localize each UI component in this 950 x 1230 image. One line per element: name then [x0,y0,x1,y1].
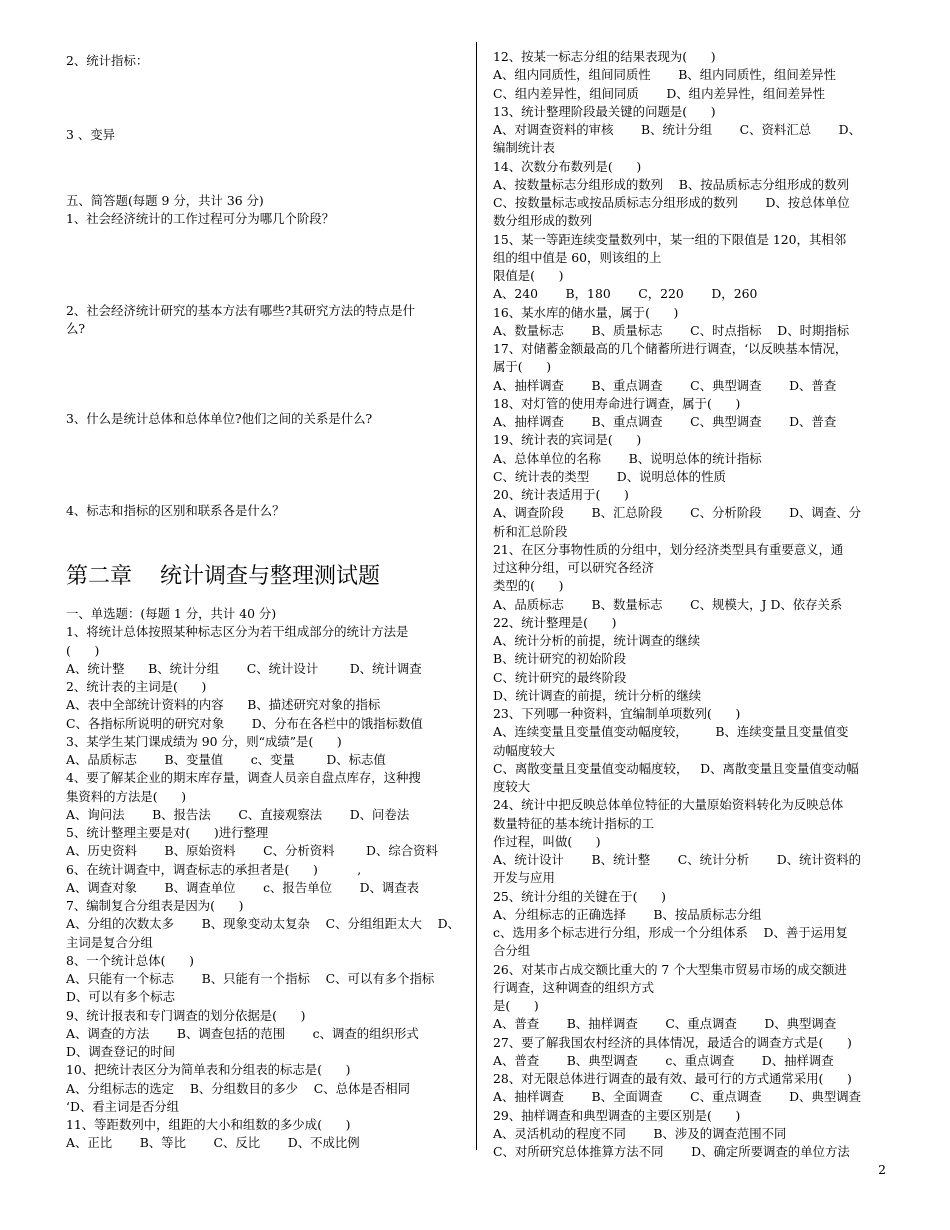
question-line: A、调查对象 B、调查单位 c、报告单位 D、调查表 [66,879,420,895]
question-line: 14、次数分布数列是( ) [493,158,642,174]
question-line: 行调查，这种调查的组织方式 [493,979,655,995]
question-line: 过这种分组，可以研究各经济 [493,560,655,575]
text-line: 2、社会经济统计研究的基本方法有哪些?其研究方法的特点是什 [66,303,416,318]
question-line: A、品质标志 B、数量标志 C、规模大，J D、依存关系 [493,596,843,612]
question-line: 数分组形成的数列 [493,213,593,229]
question-line: B、统计研究的初始阶段 [493,651,627,667]
question-line: A、总体单位的名称 B、说明总体的统计指标 [493,450,762,466]
question-line: 属于( ) [493,359,552,375]
question-line: 组的组中值是 60，则该组的上 [493,249,662,265]
question-line: 数量特征的基本统计指标的工 [493,815,655,831]
question-line: 18、对灯管的使用寿命进行调查，属于( ) [493,395,741,411]
question-line: A、统计分析的前提，统计调查的继续 [493,633,701,648]
question-line: C、对所研究总体推算方法不同 D、确定所要调查的单位方法 [493,1144,850,1159]
question-line: 集资料的方法是( ) [66,788,187,804]
question-line: 17、对储蓄金额最高的几个储蓄所进行调查，‘以反映基本情况， [493,341,848,356]
question-line: 6、在统计调查中，调查标志的承担者是( ) , [66,861,362,877]
chapter-title: 第二章 统计调查与整理测试题 [66,564,380,589]
question-line: A、数量标志 B、质量标志 C、时点指标 D、时期指标 [493,322,850,338]
question-line: A、抽样调查 B、重点调查 C、典型调查 D、普查 [493,377,837,393]
question-line: 合分组 [493,943,531,959]
question-line: 11、等距数列中，组距的大小和组数的多少成( ) [66,1117,351,1132]
column-divider [476,42,477,1150]
question-line: 析和汇总阶段 [493,523,568,539]
question-line: 8、一个统计总体( ) [66,952,194,968]
question-line: A、调查阶段 B、汇总阶段 C、分析阶段 D、调查、分 [493,505,861,521]
question-line: C、组内差异性，组间同质 D、组内差异性，组间差异性 [493,85,825,101]
question-line: 10、把统计表区分为简单表和分组表的标志是( ) [66,1062,351,1078]
question-line: 27、要了解我国农村经济的具体情况，最适合的调查方式是( ) [493,1034,852,1050]
question-line: 21、在区分事物性质的分组中，划分经济类型具有重要意义，通 [493,541,844,557]
question-line: 22、统计整理是( ) [493,614,617,630]
question-line: 12、按某一标志分组的结果表现为( ) [493,49,716,64]
question-line: A、对调查资料的审核 B、统计分组 C、资料汇总 D、 [493,122,861,137]
question-line: ( ) [66,642,100,658]
question-line: 3、某学生某门课成绩为 90 分，则“成绩”是( ) [66,733,342,749]
question-line: A、表中全部统计资料的内容 B、描述研究对象的指标 [66,697,381,713]
question-line: 20、统计表适用于( ) [493,487,629,502]
question-line: 16、某水库的储水量，属于( ) [493,304,679,320]
question-line: 编制统计表 [493,140,555,156]
question-line: 5、统计整理主要是对( )进行整理 [66,825,269,840]
question-line: 是( ) [493,998,539,1013]
question-line: 类型的( ) [493,578,564,594]
question-line: D、可以有多个标志 [66,989,176,1005]
question-line: 动幅度较大 [493,742,555,758]
question-line: 4、要了解某企业的期末库存量，调查人员亲自盘点库存，这种搜 [66,770,421,786]
question-line: A、分组标志的正确选择 B、按品质标志分组 [493,906,762,922]
question-line: A、只能有一个标志 B、只能有一个指标 C、可以有多个指标 [66,971,435,986]
page-number: 2 [878,1162,886,1177]
question-line: ‘D、看主词是否分组 [66,1098,179,1114]
question-line: A、询问法 B、报告法 C、直接观察法 D、问卷法 [66,806,410,822]
question-line: A、分组的次数太多 B、现象变动太复杂 C、分组组距太大 D、 [66,916,460,932]
question-line: A、240 B，180 C，220 D，260 [493,286,758,302]
text-line: 3 、变异 [66,127,115,142]
question-line: 主词是复合分组 [66,934,153,950]
question-line: C、各指标所说明的研究对象 D、分布在各栏中的饿指标数值 [66,715,423,731]
question-line: 19、统计表的宾词是( ) [493,432,642,448]
question-line: 7、编制复合分组表是因为( ) [66,898,244,913]
question-line: 13、统计整理阶段最关键的问题是( ) [493,103,716,119]
question-line: C、离散变量且变量值变动幅度较， D、离散变量且变量值变动幅 [493,760,859,776]
question-line: A、调查的方法 B、调查包括的范围 c、调查的组织形式 [66,1025,419,1041]
text-line: 么? [66,321,86,336]
question-line: 23、下列哪一种资料，宜编制单项数列( ) [493,706,741,721]
text-line: 3、什么是统计总体和总体单位?他们之间的关系是什么? [66,411,373,426]
question-line: A、普查 B、典型调查 c、重点调查 D、抽样调查 [493,1052,834,1068]
question-line: 24、统计中把反映总体单位特征的大量原始资料转化为反映总体 [493,797,844,813]
question-line: A、统计整 B、统计分组 C、统计设计 D、统计调查 [66,660,422,676]
question-line: D、调查登记的时间 [66,1044,176,1059]
question-line: 15、某一等距连续变量数列中，某一组的下限值是 120，其相邻 [493,231,847,247]
question-line: C、统计表的类型 D、说明总体的性质 [493,468,726,484]
question-line: A、灵活机动的程度不同 B、涉及的调查范围不同 [493,1125,787,1141]
text-line: 五、简答题(每题 9 分，共计 36 分) [66,193,264,208]
text-line: 2、统计指标： [66,53,149,68]
question-line: c、选用多个标志进行分组，形成一个分组体系 D、善于运用复 [493,925,848,940]
question-line: A、抽样调查 B、重点调查 C、典型调查 D、普查 [493,414,837,429]
question-line: A、组内同质性，组间同质性 B、组内同质性，组间差异性 [493,67,836,83]
question-line: A、历史资料 B、原始资料 C、分析资料 D、综合资料 [66,843,438,859]
question-line: 9、统计报表和专门调查的划分依据是( ) [66,1007,306,1023]
text-line: 1、社会经济统计的工作过程可分为哪几个阶段？ [66,211,335,226]
question-line: A、统计设计 B、统计整 C、统计分析 D、统计资料的 [493,852,861,867]
question-line: A、连续变量且变量值变动幅度较， B、连续变量且变量值变 [493,724,849,740]
question-line: 作过程，叫做( ) [493,833,601,849]
question-line: A、普查 B、抽样调查 C、重点调查 D、典型调查 [493,1016,837,1032]
question-line: 26、对某市占成交额比重大的 7 个大型集市贸易市场的成交额进 [493,961,847,977]
question-line: 2、统计表的主词是( ) [66,679,207,694]
question-line: A、品质标志 B、变量值 c、变量 D、标志值 [66,752,386,767]
question-line: 1、将统计总体按照某种标志区分为若干组成部分的统计方法是 [66,624,409,640]
question-line: A、按数量标志分组形成的数列 B、按品质标志分组形成的数列 [493,176,849,192]
question-line: D、统计调查的前提，统计分析的继续 [493,687,702,703]
question-line: A、分组标志的选定 B、分组数目的多少 C、总体是否相同 [66,1080,411,1096]
question-line: 限值是( ) [493,268,564,283]
question-line: C、统计研究的最终阶段 [493,669,627,685]
question-line: 一、单选题：(每题 1 分，共计 40 分) [66,606,277,621]
question-line: 28、对无限总体进行调查的最有效、最可行的方式通常采用( ) [493,1071,852,1086]
question-line: A、正比 B、等比 C、反比 D、不成比例 [66,1135,360,1151]
question-line: C、按数量标志或按品质标志分组形成的数列 D、按总体单位 [493,195,850,210]
question-line: 25、统计分组的关键在于( ) [493,888,666,904]
question-line: 度较大 [493,779,531,794]
question-line: A、抽样调查 B、全面调查 C、重点调查 D、典型调查 [493,1089,861,1105]
question-line: 29、抽样调查和典型调查的主要区别是( ) [493,1107,741,1123]
text-line: 4、标志和指标的区别和联系各是什么？ [66,503,285,518]
question-line: 开发与应用 [493,870,555,886]
